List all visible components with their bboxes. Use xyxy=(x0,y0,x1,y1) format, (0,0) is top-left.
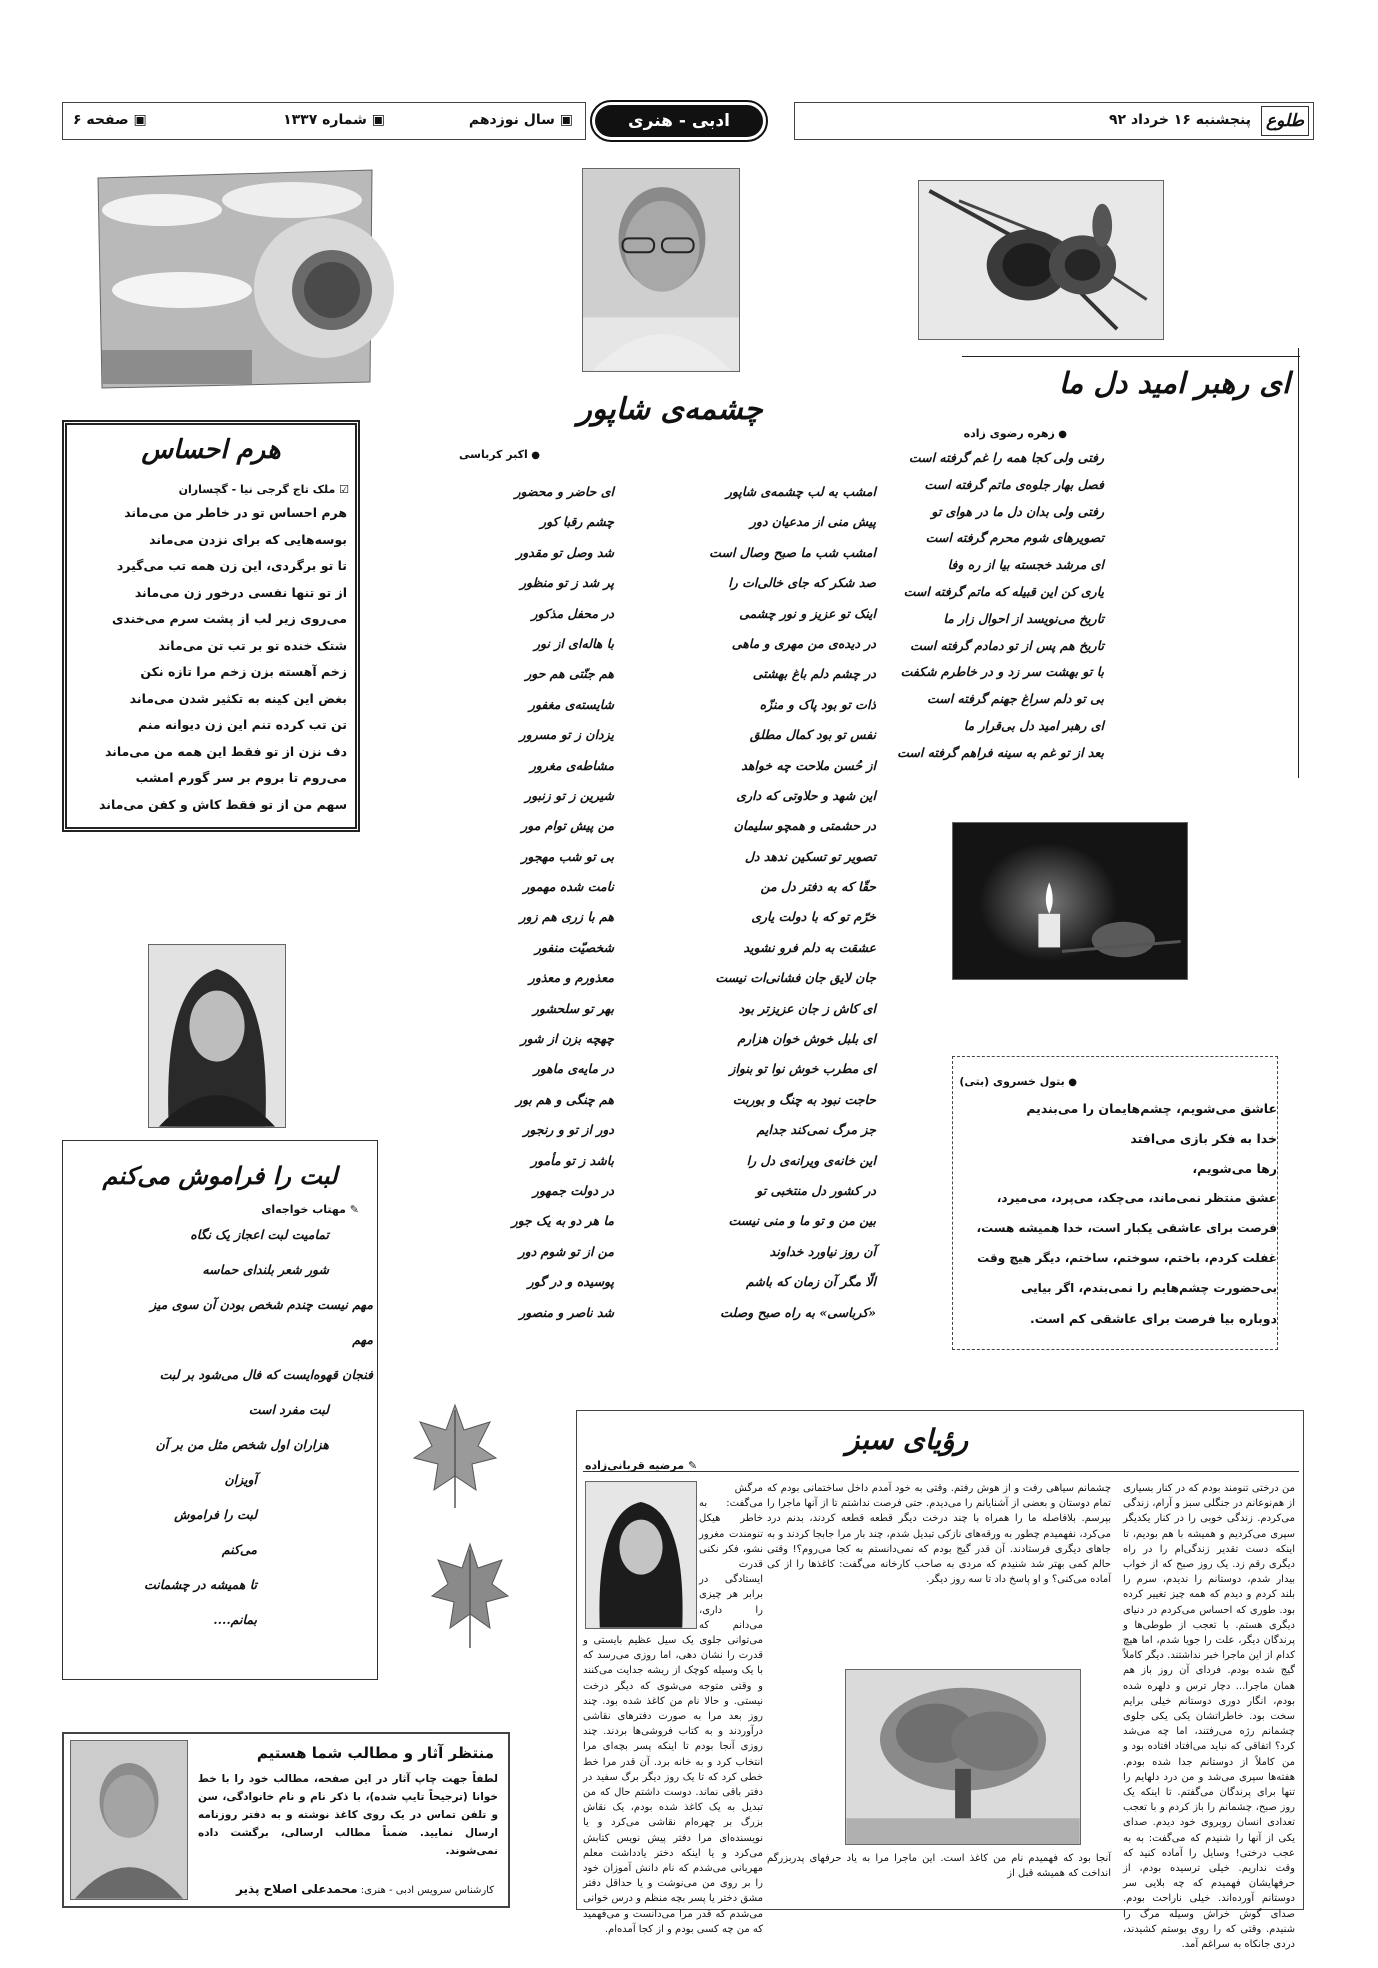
poem-labt-line: فنجان قهوه‌ایست که فال می‌شود بر لبت xyxy=(159,1367,373,1382)
poem-harem-author: ملک تاج گرجی نیا - گچساران xyxy=(178,483,336,496)
poem-ashegh-lines xyxy=(959,1101,1277,1341)
poem-cheshme-line: آن روز نیاورد خداوند xyxy=(769,1243,876,1259)
poem-labt-line: لبت مفرد است xyxy=(248,1402,329,1417)
poem-labt-line: لبت را فراموش xyxy=(174,1507,257,1522)
candle-image xyxy=(953,823,1187,979)
poem-cheshme-left-column xyxy=(474,484,614,1335)
poem-labt-box xyxy=(62,1140,378,1680)
story-column-2: چشمانم سیاهی رفت و از هوش رفتم. وقتی به خود آمدم داخل ساختمانی بودم که تمام دوستان و بعضی از آشنایانم را می‌دیدم. حتی فرصت نداشتم تا از آنها ماجرا را بپرسم. بلافاصله ما را همراه با چند درخت دیگر قطعه قطعه کردند، بدنم درد می‌کرد، نفهمیدم چطور به ورقه‌های نازکی تبدیل شدم، چند بار مرا جابجا کردند و به جاهای دیگری فرستادند. آن قدر گیج بودم که نمی‌دانستم به کجا می‌روم؟! وقتی حالم کمی بهتر شد شنیدم که مردی به صاحب کارخانه می‌گفت: کاغذها را از کی آماده می‌کنی؟ و او پاسخ داد تا سه روز دیگر. xyxy=(767,1483,1111,1586)
poem-cheshme-line: ای مطرب خوش نوا تو بنواز xyxy=(729,1061,876,1077)
poem-cheshme-line: من از تو شوم دور xyxy=(518,1243,614,1259)
poem-harem-line: تا تو برگردی، این زن همه تب می‌گیرد xyxy=(116,558,347,573)
poem-cheshme-line: شخصیّت منفور xyxy=(534,939,614,955)
poem-cheshme-line: ما هر دو به یک جور xyxy=(511,1213,614,1229)
poem-cheshme-line: «کرباسی» به راه صبح وصلت xyxy=(720,1304,876,1320)
poem-cheshme-line: امشب شب ما صبح وصال است xyxy=(709,544,876,560)
story-box xyxy=(576,1410,1304,1951)
poem-cheshme-line: شد ناصر و منصور xyxy=(519,1304,614,1320)
poem-ashegh-line: فرصت برای عاشقی یکبار است، خدا همیشه هست، xyxy=(976,1221,1277,1235)
poem-labt-title: لبت را فراموش می‌کنم xyxy=(102,1161,338,1190)
poem-cheshme-line: خرّم تو که با دولت یاری xyxy=(751,909,876,925)
poem-harem-line: شتک خنده تو بر تب تن می‌ماند xyxy=(158,637,347,653)
story-title: رؤیای سبز xyxy=(845,1423,969,1456)
pen-icon: ✎ xyxy=(349,1203,359,1216)
poem-cheshme-line: چشم رقبا کور xyxy=(540,514,614,530)
old-man-portrait xyxy=(583,169,739,371)
poem-cheshme-line: از حُسن ملاحت چه خواهد xyxy=(741,757,876,773)
poem-cheshme-line: هم چنگی و هم بور xyxy=(515,1091,614,1107)
poem-cheshme-line: شایسته‌ی مغفور xyxy=(528,696,614,712)
poem-cheshme-line: شیرین ز تو زنبور xyxy=(525,787,614,803)
poem-labt-author: مهتاب خواجه‌ای xyxy=(261,1203,346,1216)
poem-rose-line: ای مرشد خجسته بیا از ره وفا xyxy=(947,557,1104,573)
contact-signature xyxy=(236,1882,494,1896)
poem-harem-line: از تو تنها نفسی درخور زن می‌ماند xyxy=(134,584,347,600)
header-left-panel xyxy=(62,102,586,140)
poem-cheshme-line: پیش منی از مدعیان دور xyxy=(749,514,876,530)
section-title: ادبی - هنری xyxy=(628,111,730,131)
poem-labt-line: می‌کنم xyxy=(221,1542,257,1557)
page-header xyxy=(62,100,1314,142)
poem-cheshme-line: ای کاش ز جان عزیزتر بود xyxy=(738,1000,876,1016)
poem-rose-line: رفتی ولی کجا همه را غم گرفته است xyxy=(908,450,1104,465)
poem-cheshme-line: هم با زری هم زور xyxy=(519,909,614,925)
poem-labt-line: آویزان xyxy=(224,1472,257,1487)
poem-cheshme-line: در چشم دلم باغ بهشتی xyxy=(752,666,876,682)
page-label: ▣ صفحه ۶ xyxy=(73,112,147,128)
candle-photo xyxy=(952,822,1188,980)
poem-harem-line: می‌روی زیر لب از پشت سرم می‌خندی xyxy=(111,611,347,626)
story-column-2b: آنجا بود که فهمیدم نام من کاغذ است. این ماجرا مرا به یاد حرفهای پدربزرگم انداخت که همیشه قبل از xyxy=(767,1853,1111,1880)
poem-cheshme-line: چهچه بزن از شور xyxy=(520,1031,614,1047)
poem-harem-title: هرم احساس xyxy=(141,435,281,465)
poem-rose-line: رفتی ولی بدان دل ما در هوای تو xyxy=(931,503,1104,519)
maple-leaf-bottom xyxy=(430,1540,510,1650)
poem-harem-line: سهم من از تو فقط کاش و کفن می‌ماند xyxy=(99,796,347,812)
poem-cheshme-line: جز مرگ نمی‌کند جدایم xyxy=(756,1122,876,1138)
editor-portrait xyxy=(71,1741,187,1899)
sunflower-image xyxy=(92,170,376,388)
story-column-1: من درختی تنومند بودم که در کنار بسیاری از هم‌نوعانم در جنگلی سبز و آرام، زندگی می‌کردم. زندگی خوبی را در کنار یکدیگر سپری می‌کردیم و همیشه با هم بودیم، تا اینکه دست تقدیر زندگی‌ام را در راه دیگری رقم زد. یک روز صبح که از خواب بیدار شدم، دوستانم را ندیدم، سرم را بلند کردم و دیدم که همه چیز تغییر کرده بود. طوری که احساس می‌کردم در دنیای دیگری هستم. با تعجب از طوطی‌ها و پرندگان دیگر، علت را جویا شدم، اما هیچ کدام از این ماجرا خبر نداشتند. دیگر کاملاً گیج شده بودم. فردای آن روز باز هم همان ماجرا... دچار ترس و دلهره شده بودم، انگار دوری دوستانم خیلی برایم سخت بود. خاطراتشان یکی یکی جلوی چشمانم رژه می‌رفتند، اما چه می‌شد کرد؟ اتفاقی که نباید می‌افتاد افتاده بود و من کاملاً از دوستانم جدا شده بودم. هفته‌ها سپری می‌شد و من درد دلهایم را تنها برای پرندگان می‌گفتم. تا اینکه یک روز صبح، چشمانم را باز کردم و با تعجب تعدادی انسان روبروی خود دیدم. صدای یکی از آنها را شنیدم که می‌گفت: به به عجب درختی! وسایل را آماده کنید که وقت نداریم. خیلی ترسیده بودم، از حرفهایشان فهمیدم که چه بلایی سر دوستانم آورده‌اند. خیلی ناراحت بودم. صدای گوش خراش وسیله مرگ را شنیدم. وقتی که را روی بوستم کشیدند، دردی جانکاه به سراغم آمد. xyxy=(1123,1483,1295,1951)
poem-cheshme-line: نفس تو بود کمال مطلق xyxy=(749,727,876,743)
poem-cheshme-line: بهر تو سلحشور xyxy=(532,1000,614,1016)
poem-cheshme-line: جان لایق جان فشانی‌ات نیست xyxy=(715,970,876,986)
poem-harem-author-row xyxy=(179,483,349,496)
poem-cheshme-line: مشاطه‌ی مغرور xyxy=(529,757,614,773)
poem-ashegh-line: غفلت کردم، باختم، سوختم، ساختم، دیگر هیچ وقت xyxy=(977,1251,1277,1265)
poem-ashegh-line: دوباره بیا فرصت برای عاشقی کم است. xyxy=(1029,1311,1277,1326)
poem-cheshme-author: ● اکبر کرباسی xyxy=(459,448,540,461)
poem-cheshme-line: ای حاضر و محضور xyxy=(514,484,614,499)
poem-labt-line: مهم نیست چندم شخص بودن آن سوی میز xyxy=(150,1297,373,1312)
contact-title: منتظر آثار و مطالب شما هستیم xyxy=(256,1744,494,1762)
maple-leaf-top xyxy=(412,1400,498,1510)
poem-rose-title: ای رهبر امید دل ما xyxy=(1058,366,1290,400)
poem-harem-line: دف نزن از تو فقط این همه من می‌ماند xyxy=(104,743,347,759)
poem-harem-box xyxy=(62,420,360,832)
header-right-panel xyxy=(794,102,1314,140)
maple-leaf-icon xyxy=(430,1540,510,1650)
poem-rose-line: ای رهبر امید دل بی‌قرار ما xyxy=(963,717,1104,733)
poem-rose-line: فصل بهار جلوه‌ی ماتم گرفته است xyxy=(924,476,1104,492)
poem-cheshme-line: عشقت به دلم فرو نشوید xyxy=(743,939,876,955)
poem-rose-line: تاریخ می‌نویسد از احوال زار ما xyxy=(943,610,1104,626)
poem-ashegh-line: رها می‌شویم، xyxy=(1192,1161,1277,1176)
editor-portrait-photo xyxy=(70,1740,188,1900)
pen-icon: ✎ xyxy=(687,1459,698,1472)
poem-labt-line: تا همیشه در چشمانت xyxy=(143,1577,257,1592)
poem-cheshme-line: حاجت نبود به چنگ و بوربت xyxy=(732,1091,876,1107)
signature-name: محمدعلی اصلاح پذیر xyxy=(236,1882,358,1896)
story-author-row xyxy=(585,1459,697,1472)
poem-cheshme-line: یزدان ز تو مسرور xyxy=(519,727,614,743)
poem-harem-line: هرم احساس تو در خاطر من می‌ماند xyxy=(124,505,347,520)
checkbox-icon: ☑ xyxy=(339,483,349,496)
issue-label: ▣ شماره ۱۳۳۷ xyxy=(283,112,385,128)
poem-cheshme-line: در دیده‌ی من مهری و ماهی xyxy=(731,635,876,651)
poem-labt-line: بمانم.... xyxy=(213,1612,257,1627)
poem-rose-line: تصویرهای شوم محرم گرفته است xyxy=(925,530,1104,546)
poem-cheshme-line: بی تو شب مهجور xyxy=(521,848,614,864)
poem-ashegh-box xyxy=(952,1056,1278,1350)
poem-harem-line: تن تب کرده تنم این زن دیوانه منم xyxy=(137,717,347,732)
masthead-logo xyxy=(1261,106,1309,136)
poem-cheshme-line: بین من و تو ما و منی نیست xyxy=(728,1213,876,1229)
masthead-text: طلوع xyxy=(1265,111,1305,131)
poem-ashegh-line: بی‌حضورت چشم‌هایم را نمی‌بندم، اگر بیایی xyxy=(1020,1281,1277,1295)
poem-cheshme-line: شد وصل تو مقدور xyxy=(516,544,614,560)
poem-labt-line: شور شعر بلندای حماسه xyxy=(202,1262,329,1277)
poem-cheshme-line: حقّا که به دفتر دل من xyxy=(760,879,876,895)
year-label: ▣ سال نوزدهم xyxy=(468,112,573,128)
poem-cheshme-line: الّا مگر آن زمان که باشم xyxy=(746,1274,876,1290)
poem-cheshme-line: در حشمتی و همچو سلیمان xyxy=(733,818,876,834)
poem-cheshme-line: صد شکر که جای خالی‌ات را xyxy=(728,575,876,591)
poem-harem-line: می‌روم تا بروم بر سر گورم امشب xyxy=(135,770,347,785)
poem-harem-line: زخم آهسته بزن زخم مرا تازه نکن xyxy=(140,664,347,679)
poem-labt-lines xyxy=(73,1227,373,1647)
woman-portrait xyxy=(149,945,285,1127)
poem-harem-lines xyxy=(71,505,347,823)
issue-date: پنجشنبه ۱۶ خرداد ۹۲ xyxy=(1108,112,1251,128)
girl-portrait xyxy=(586,1482,696,1628)
poem-cheshme-line: در کشور دل منتخبی تو xyxy=(756,1182,876,1198)
poem-cheshme-line: من پیش توام مور xyxy=(521,818,614,834)
poem-ashegh-author: ● بتول خسروی (بتی) xyxy=(959,1075,1077,1088)
poem-ashegh-line: عاشق می‌شویم، چشم‌هایمان را می‌بندیم xyxy=(1026,1101,1277,1116)
section-oval-inner xyxy=(595,105,763,137)
poem-cheshme-right-column xyxy=(636,484,876,1335)
poet-woman-portrait-photo xyxy=(148,944,286,1128)
poem-cheshme-line: اینک تو عزیز و نور چشمی xyxy=(739,605,876,621)
poem-cheshme-line: نامت شده مهمور xyxy=(523,879,614,895)
maple-leaf-icon xyxy=(412,1400,498,1510)
story-column-3-text: مرگش می‌گفت: به خاطر هیکل تنومندت مغرور نشو، فکر نکنی قدرت ایستادگی در برابر هر چیزی را داری، می‌دانم که می‌توانی جلوی یک سیل عظیم بایستی و قدرت را نشان دهی، اما روزی می‌رسد که با یک وسیله کوچک از ریشه جدایت می‌کنند و وقتی متوجه می‌شوی که دیگر درخت نیستی. و حالا نام من کاغذ شده بود. چند روز بعد مرا به صورت دفترهای نقاشی درآوردند و به کتاب فروشی‌ها بردند. چند روزی آنجا بودم تا اینکه پسر بچه‌ای مرا انتخاب کرد و به خانه برد. آن قدر مرا خط خطی کرد که تا یک روز دیگر برگ سفید در دفتر باقی نماند. دوست داشتم حال که من تبدیل به یک کاغذ شده بودم، یک نقاش بزرگ بر چهره‌ام نقاشی می‌کرد و یا نویسنده‌ای مرا دفتر پیش نویس کتابش می‌کرد و یا اینکه دختر یادداشت معلم مهربانی می‌شدم که نام دانش آموزان خود را بر روی من می‌نوشت و یا حداقل دفتر مشق دختر یا پسر بچه منظم و درس خوانی می‌شدم که قدر مرا می‌دانست و می‌فهمید که من چه کسی بودم و از کجا آمده‌ام. xyxy=(583,1483,763,1935)
year-text: سال نوزدهم xyxy=(468,112,555,128)
contact-box xyxy=(62,1732,510,1908)
poem-rose-line: تاریخ هم پس از تو دمادم گرفته است xyxy=(909,637,1104,653)
signature-prefix: کارشناس سرویس ادبی - هنری: xyxy=(360,1885,494,1896)
author-girl-photo xyxy=(585,1481,697,1629)
poem-cheshme-line: با هاله‌ای از نور xyxy=(534,635,614,651)
poem-ashegh-line: عشق منتظر نمی‌ماند، می‌چکد، می‌پرد، می‌میرد، xyxy=(996,1191,1277,1205)
poem-ashegh-line: خدا به فکر بازی می‌افتد xyxy=(1130,1131,1277,1146)
poem-labt-line: مهم xyxy=(352,1332,373,1347)
section-oval xyxy=(590,100,768,142)
poem-labt-line: تمامیت لبت اعجاز یک نگاه xyxy=(190,1227,329,1242)
poem-labt-author-row xyxy=(261,1203,359,1216)
poem-cheshme-line: پر شد ز تو منظور xyxy=(519,575,614,591)
poem-cheshme-line: دور از تو و رنجور xyxy=(523,1122,614,1138)
poem-cheshme-line: در دولت جمهور xyxy=(532,1182,614,1198)
poem-rose-rule-top xyxy=(962,356,1300,357)
tree-image xyxy=(846,1670,1080,1844)
roses-image xyxy=(919,181,1163,339)
poem-cheshme-line: در محفل مذکور xyxy=(531,605,614,621)
poem-cheshme-line: ذات تو بود پاک و منزّه xyxy=(759,696,876,712)
poem-cheshme-line: باشد ز تو مأمور xyxy=(530,1152,614,1168)
poem-cheshme-line: در مایه‌ی ماهور xyxy=(533,1061,614,1077)
poem-rose-line: یاری کن این قبیله که ماتم گرفته است xyxy=(903,583,1104,599)
tree-photo xyxy=(845,1669,1081,1845)
poem-cheshme-line: تصویر تو تسکین ندهد دل xyxy=(744,848,876,864)
poem-labt-line: هزاران اول شخص مثل من بر آن xyxy=(155,1437,329,1452)
poem-harem-line: بوسه‌هایی که برای نزدن می‌ماند xyxy=(149,531,347,547)
page-text: صفحه ۶ xyxy=(73,112,129,128)
poem-cheshme-line: هم جنّتی هم حور xyxy=(525,666,614,682)
poem-rose-line: با تو بهشت سر زد و در خاطرم شکفت xyxy=(900,664,1104,680)
roses-photo xyxy=(918,180,1164,340)
poem-harem-line: بغض این کینه به تکثیر شدن می‌ماند xyxy=(129,690,347,706)
issue-text: شماره ۱۳۳۷ xyxy=(283,112,367,128)
poem-rose-line: بعد از تو غم به سینه فراهم گرفته است xyxy=(897,744,1104,760)
poem-cheshme-title: چشمه‌ی شاپور xyxy=(577,392,763,427)
poem-cheshme-line: این خانه‌ی ویرانه‌ی دل را xyxy=(746,1152,876,1168)
sunflower-photo xyxy=(92,170,376,388)
poem-rose-line: بی تو دلم سراغ جهنم گرفته است xyxy=(926,691,1104,707)
poet-portrait-photo xyxy=(582,168,740,372)
poem-cheshme-line: معذورم و معذور xyxy=(528,970,614,986)
contact-body: لطفاً جهت چاپ آثار در این صفحه، مطالب خود را با خط خوانا (ترجیحاً تایپ شده)، با ذکر نام و نام خانوادگی، سن و تلفن تماس در یک روی کاغذ نوشته و به دفتر روزنامه ارسال نمایید. ضمناً مطالب ارسالی، برگشت داده نمی‌شوند. xyxy=(198,1773,498,1857)
poem-cheshme-line: ای بلبل خوش خوان هزارم xyxy=(737,1031,876,1047)
poem-cheshme-line: این شهد و حلاوتی که داری xyxy=(736,787,876,803)
story-author: مرضیه قربانی‌زاده xyxy=(585,1459,685,1472)
poem-rose-rule-side xyxy=(1298,348,1299,778)
poem-rose-author: ● زهره رضوی زاده xyxy=(964,427,1067,440)
poem-cheshme-line: امشب به لب چشمه‌ی شاپور xyxy=(725,484,876,499)
poem-cheshme-line: پوسیده و در گور xyxy=(527,1274,614,1290)
